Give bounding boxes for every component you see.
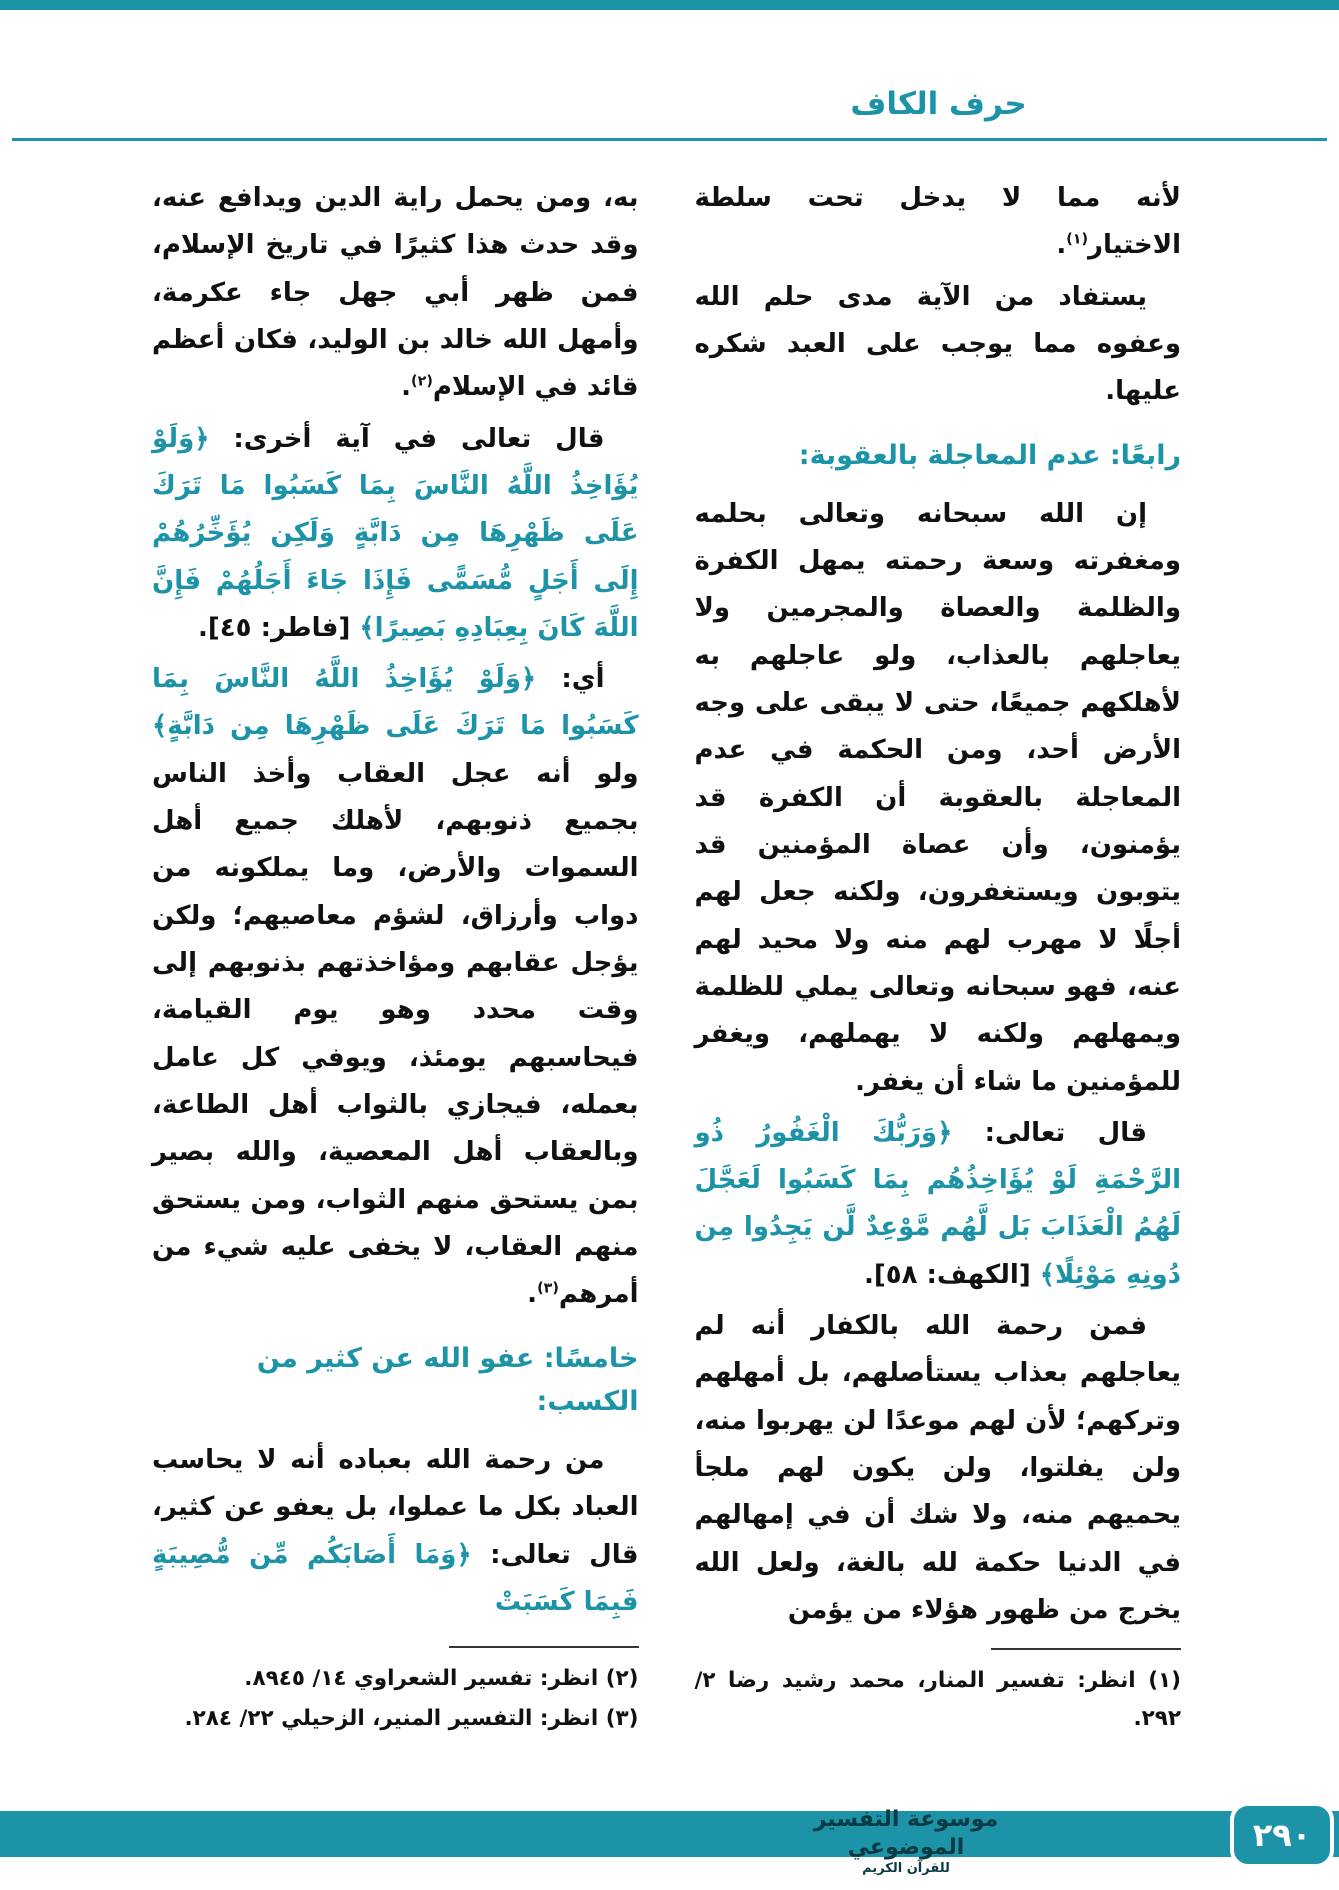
footnote-divider [991,1648,1181,1650]
text-run: . [401,372,412,403]
column-right [695,175,1182,1740]
paragraph [152,416,639,653]
paragraph [152,1437,639,1626]
text-run: لأنه مما لا يدخل تحت سلطة الاختيار [694,183,1181,261]
text-run: [الكهف: ٥٨]. [863,1259,1040,1290]
footnote-marker: (٣) [537,1280,559,1297]
page-header [0,0,1339,141]
text-run: قال تعالى: [952,1117,1147,1148]
footnote-divider [449,1646,639,1648]
column-right-footnotes [695,1638,1182,1739]
quran-verse: ﴿وَلَوْ يُؤَاخِذُ اللَّهُ النَّاسَ بِمَا كَسَبُوا مَا تَرَكَ عَلَى ظَهْرِهَا مِن دَابَّةٍ﴾ [152,664,639,742]
quran-verse: ﴿وَمَا أَصَابَكُم مِّن مُّصِيبَةٍ فَبِمَا كَسَبَتْ [152,1539,639,1617]
text-run: أي: [536,664,605,695]
paragraph [695,175,1182,270]
text-run: [فاطر: ٤٥]. [198,612,360,643]
chapter-title: حرف الكاف [850,86,1027,122]
text-run: به، ومن يحمل راية الدين ويدافع عنه، وقد حدث هذا كثيرًا في تاريخ الإسلام، فمن ظهر أبي جهل جاء عكرمة، وأمهل الله خالد بن الوليد، فكان أعظم قائد في الإسلام [152,183,639,403]
quran-verse: ﴿وَلَوْ يُؤَاخِذُ اللَّهُ النَّاسَ بِمَا كَسَبُوا مَا تَرَكَ عَلَى ظَهْرِهَا مِن دَابَّةٍ وَلَكِن يُؤَخِّرُهُمْ إِلَى أَجَلٍ مُّسَمًّى فَإِذَا جَاءَ أَجَلُهُمْ فَإِنَّ اللَّهَ كَانَ بِعِبَادِهِ بَصِيرًا﴾ [152,423,639,643]
paragraph [695,1303,1182,1634]
text-run: ولو أنه عجل العقاب وأخذ الناس بجميع ذنوبهم، لأهلك جميع أهل السموات والأرض، وما يملكونه من دواب وأرزاق، لشؤم معاصيهم؛ ولكن يؤجل عقابهم ومؤاخذتهم بذنوبهم إلى وقت محدد وهو يوم القيامة، فيحاسبهم يومئذ، ويوفي كل عامل بعمله، فيجازي بالثواب أهل الطاعة، وبالعقاب أهل المعصية، والله بصير بمن يستحق منهم الثواب، ومن يستحق منهم العقاب، لا يخفى عليه شيء من أمرهم [152,758,639,1310]
footnote: (٣) انظر: التفسير المنير، الزحيلي ٢٢/ ٢٨٤. [184,1705,639,1731]
text-run: . [527,1279,538,1310]
paragraph [695,274,1182,416]
text-run: . [1056,230,1067,261]
paragraph [152,656,639,1318]
column-left-text [152,175,639,1630]
section-heading: رابعًا: عدم المعاجلة بالعقوبة: [798,439,1181,471]
text-run: يستفاد من الآية مدى حلم الله وعفوه مما يوجب على العبد شكره عليها. [694,281,1181,407]
publisher-logo [811,1806,1001,1876]
footnote-marker: (١) [1066,231,1089,248]
footnote-marker: (٢) [411,373,433,390]
paragraph [695,1110,1182,1299]
logo-subtitle: للقرآن الكريم [862,1861,950,1876]
column-left-footnotes [152,1636,639,1739]
text-run: فمن رحمة الله بالكفار أنه لم يعاجلهم بعذاب يستأصلهم، بل أمهلهم وتركهم؛ لأن لهم موعدًا لن يهربوا منه، ولن يفلتوا، ولن يكون لهم ملجأ يحميهم منه، ولا شك أن في إمهالهم في الدنيا حكمة لله بالغة، ولعل الله يخرج من ظهور هؤلاء من يؤمن [694,1311,1181,1625]
quran-verse: ﴿وَرَبُّكَ الْغَفُورُ ذُو الرَّحْمَةِ لَوْ يُؤَاخِذُهُم بِمَا كَسَبُوا لَعَجَّلَ لَهُمُ الْعَذَابَ بَل لَّهُم مَّوْعِدٌ لَّن يَجِدُوا مِن دُونِهِ مَوْئِلًا﴾ [694,1117,1181,1290]
text-run: قال تعالى في آية أخرى: [209,423,605,454]
section-heading: خامسًا: عفو الله عن كثير من الكسب: [256,1342,639,1417]
text-run: إن الله سبحانه وتعالى بحلمه ومغفرته وسعة رحمته يمهل الكفرة والظلمة والعصاة والمجرمين ولا يعاجلهم بالعذاب، ولو عاجلهم به لأهلكهم جميعًا، حتى لا يبقى على وجه الأرض أحد، ومن الحكمة في عدم المعاجلة بالعقوبة أن الكفرة قد يؤمنون، وأن عصاة المؤمنين قد يتوبون ويستغفرون، ولكنه جعل لهم أجلًا لا مهرب لهم منه ولا محيد لهم عنه، فهو سبحانه وتعالى يملي للظلمة ويمهلهم ولكنه لا يهملهم، ويغفر للمؤمنين ما شاء أن يغفر. [694,498,1181,1097]
bottom-accent-bar [0,1811,1339,1857]
column-right-text [695,175,1182,1638]
logo-title: موسوعة التفسير الموضوعي [813,1807,999,1860]
text-run: من رحمة الله بعباده أنه لا يحاسب العباد بكل ما عملوا، بل يعفو عن كثير، قال تعالى: [152,1444,639,1570]
column-left [152,175,639,1740]
paragraph [152,175,639,412]
page-body [0,141,1339,1740]
footnote: (٢) انظر: تفسير الشعراوي ١٤/ ٨٩٤٥. [244,1666,639,1692]
footnote: (١) انظر: تفسير المنار، محمد رشيد رضا ٢/ ٢٩٢. [694,1668,1181,1731]
paragraph [695,491,1182,1106]
page-number-badge [1230,1802,1334,1868]
top-accent-bar [0,0,1339,10]
page-number: ٢٩٠ [1252,1816,1312,1854]
